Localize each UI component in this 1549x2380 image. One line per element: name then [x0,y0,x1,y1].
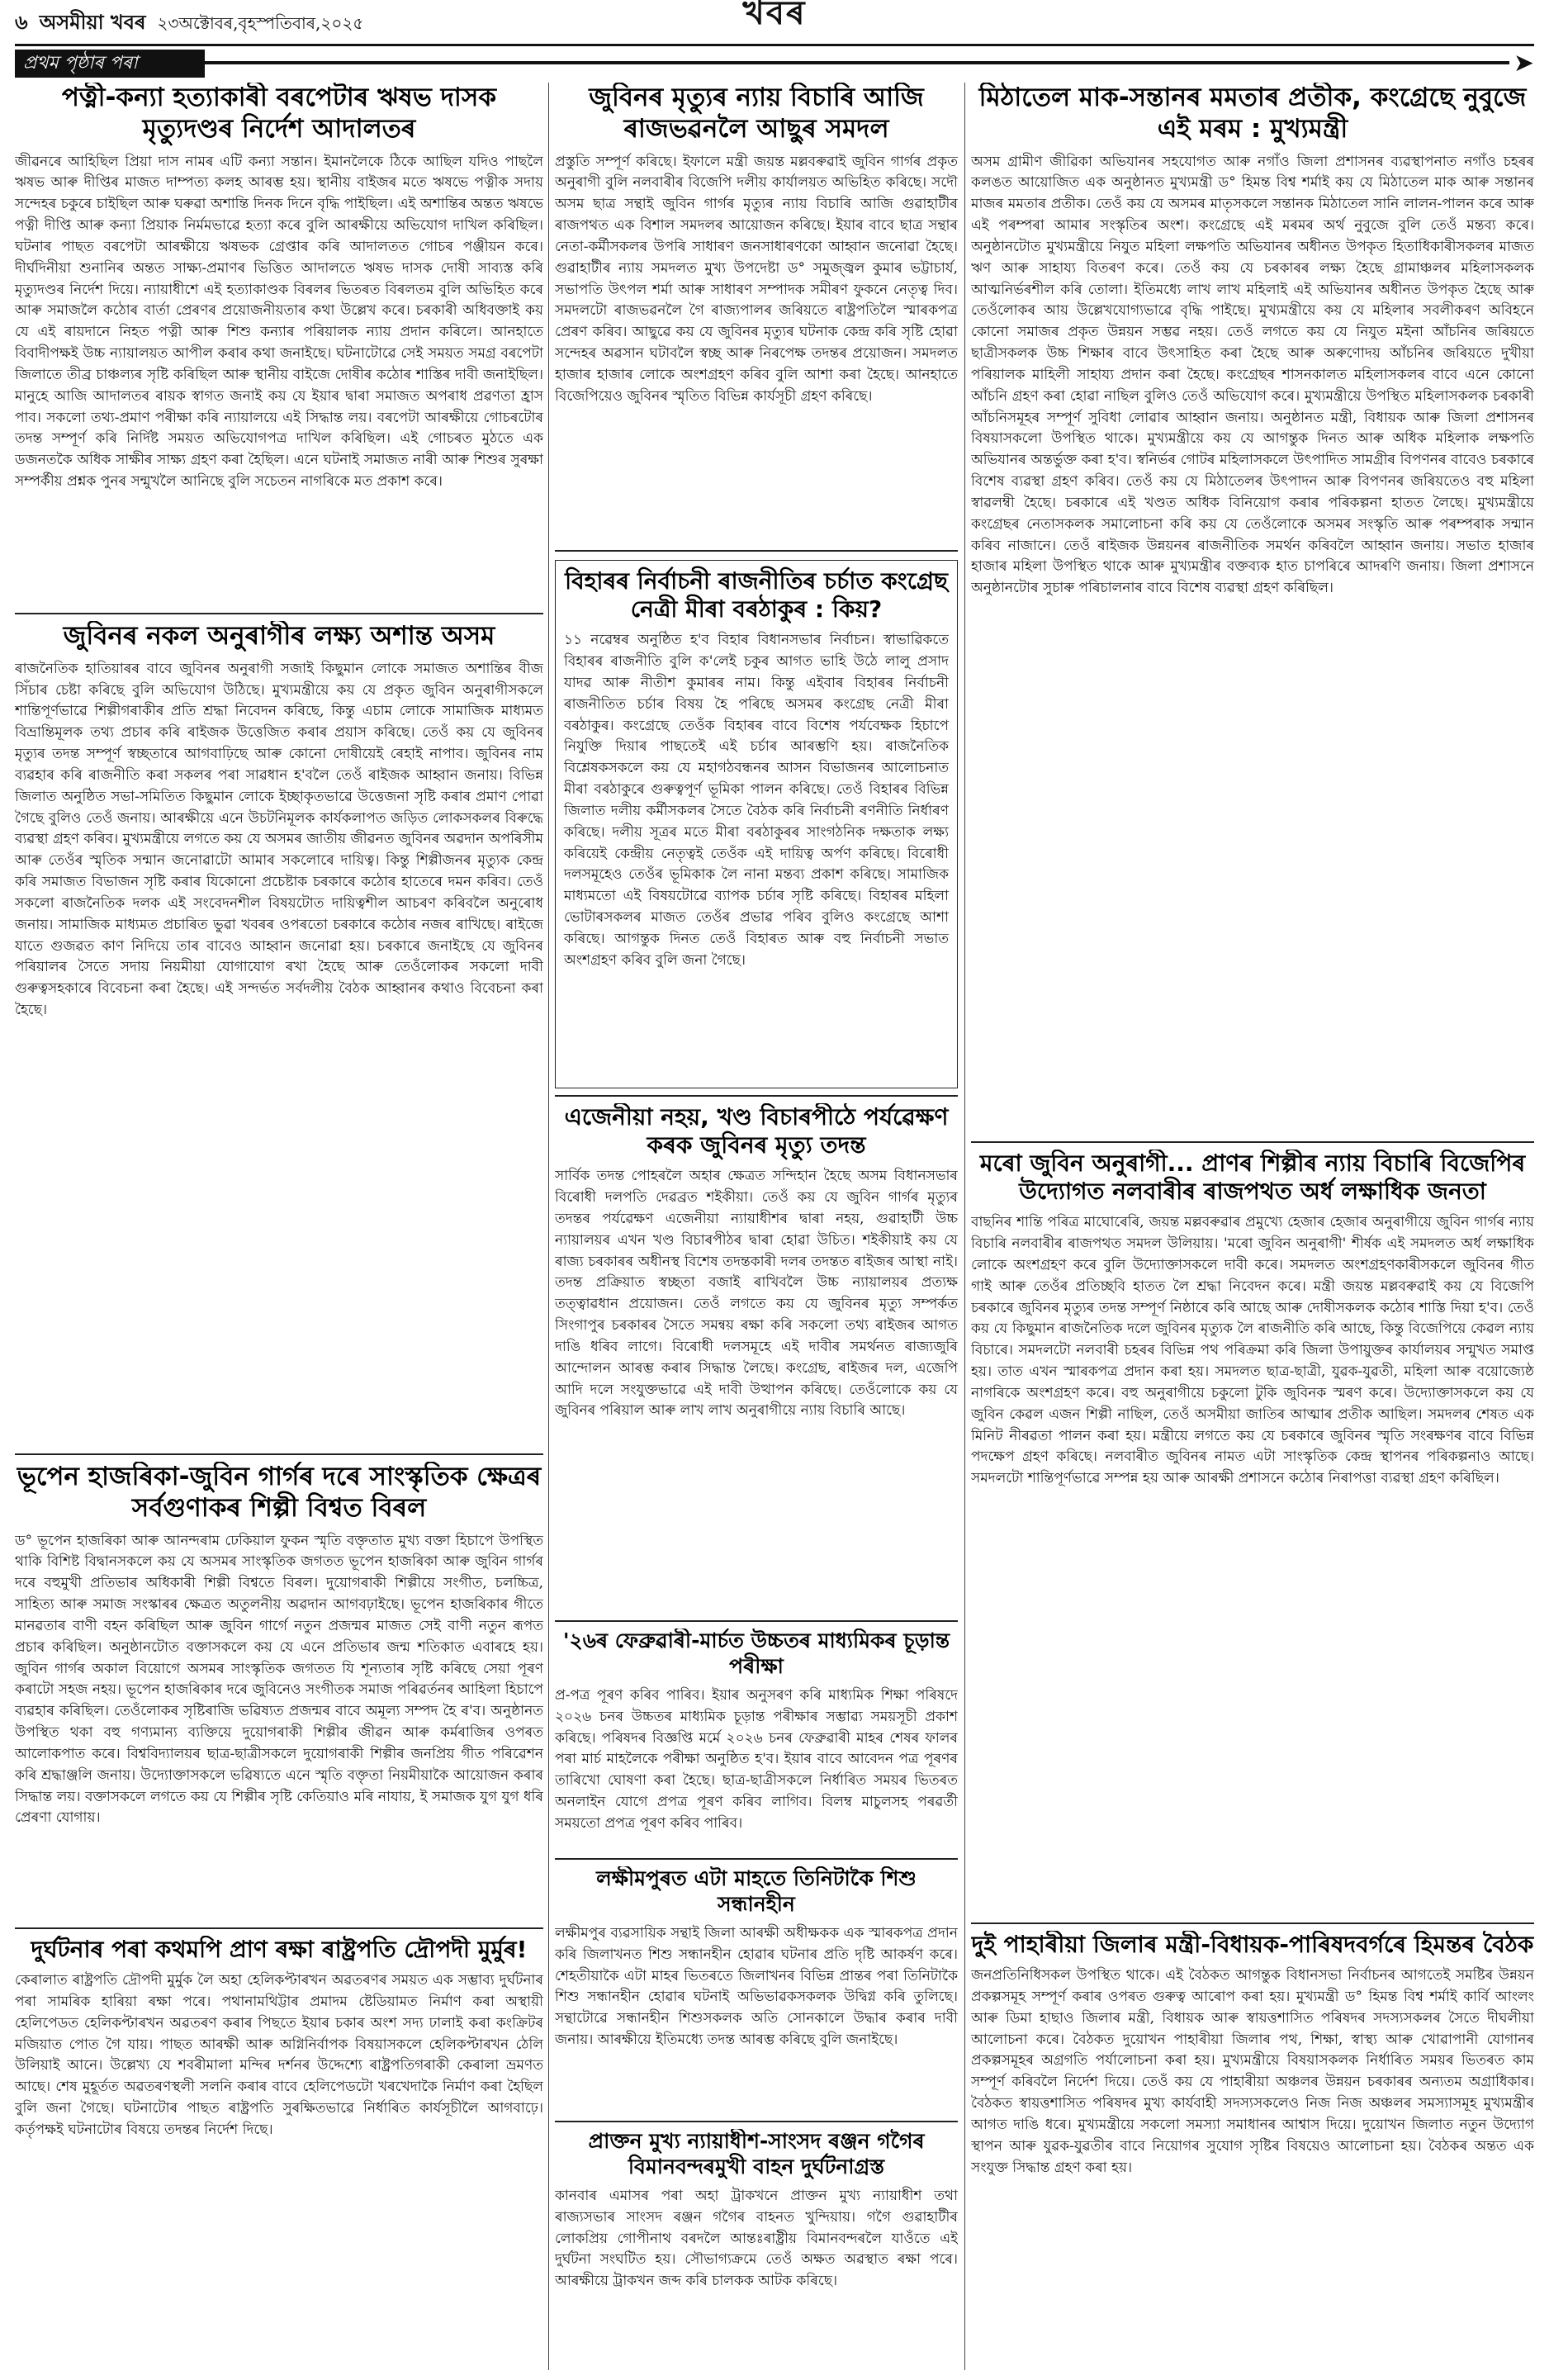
article-separator [15,1927,543,1929]
article-separator [971,1922,1534,1924]
article-separator [971,1141,1534,1143]
headline: প্ৰাক্তন মুখ্য ন্যায়াধীশ-সাংসদ ৰঞ্জন গগৈৰ বিমানবন্দৰমুখী বাহন দুৰ্ঘটনাগ্ৰস্ত [588,2129,925,2179]
arrow-right-icon: ➤ [1513,49,1534,78]
headline: এজেনীয়া নহয়, খণ্ড বিচাৰপীঠে পৰ্যৱেক্ষণ কৰক জুবিনৰ মৃত্যু তদন্ত [564,1103,949,1159]
column-divider [548,83,549,2370]
article-separator [555,1858,958,1860]
article-body: সাৰ্বিক তদন্ত পোহৰলৈ অহাৰ ক্ষেত্ৰত সন্দিহান হৈছে অসম বিধানসভাৰ বিৰোধী দলপতি দেৱব্ৰত শইকীয়া। তেওঁ কয় যে জুবিন গাৰ্গৰ মৃত্যুৰ তদন্তৰ পৰ্যৱেক্ষণ এজেনীয়া ন্যায়াধীশৰ দ্বাৰা নহয়, গুৱাহাটী উচ্চ ন্যায়ালয়ৰ এখন খণ্ড বিচাৰপীঠৰ দ্বাৰা হোৱা উচিত। শইকীয়াই কয় যে ৰাজ্য চৰকাৰৰ অধীনস্থ বিশেষ তদন্তকাৰী দলৰ তদন্তত ৰাইজৰ আস্থা নাই। তদন্ত প্ৰক্ৰিয়াত স্বচ্ছতা বজাই ৰাখিবলৈ উচ্চ ন্যায়ালয়ৰ প্ৰত্যক্ষ তত্ত্বাৱধান প্ৰয়োজন। তেওঁ লগতে কয় যে জুবিনৰ মৃত্যু সম্পৰ্কত সিংগাপুৰ চৰকাৰৰ সৈতে সমন্বয় ৰক্ষা কৰি সকলো তথ্য ৰাইজৰ আগত দাঙি ধৰিব লাগে। বিৰোধী দলসমূহে এই দাবীৰ সমৰ্থনত ৰাজ্যজুৰি আন্দোলন আৰম্ভ কৰাৰ সিদ্ধান্ত লৈছে। কংগ্ৰেছ, ৰাইজৰ দল, এজেপি আদি দলে সংযুক্তভাৱে এই দাবী উত্থাপন কৰিছে। তেওঁলোকে কয় যে জুবিনৰ পৰিয়াল আৰু লাখ লাখ অনুৰাগীয়ে ন্যায় বিচাৰি আছে। [555,1168,958,1420]
article-hill-districts-meeting [971,1931,1534,2368]
article-separator [555,2121,958,2122]
article-separator [555,1620,958,1622]
headline: ভূপেন হাজৰিকা-জুবিন গাৰ্গৰ দৰে সাংস্কৃতিক ক্ষেত্ৰৰ সৰ্বগুণাকৰ শিল্পী বিশ্বত বিৰল [17,1462,542,1523]
article-mustard-oil-cm [971,83,1534,1136]
article-hs-exam [555,1629,958,1853]
article-separator [15,1453,543,1455]
headline: দুৰ্ঘটনাৰ পৰা কথমপি প্ৰাণ ৰক্ষা ৰাষ্ট্ৰপতি দ্ৰৌপদী মুৰ্মুৰ! [31,1936,528,1963]
article-body: ড° ভূপেন হাজৰিকা আৰু আনন্দৰাম ঢেকিয়াল ফুকন স্মৃতি বক্তৃতাত মুখ্য বক্তা হিচাপে উপস্থিত থাকি বিশিষ্ট বিদ্বানসকলে কয় যে অসমৰ সাংস্কৃতিক জগতত ভূপেন হাজৰিকা আৰু জুবিন গাৰ্গৰ দৰে বহুমুখী প্ৰতিভাৰ অধিকাৰী শিল্পী বিশ্বতে বিৰল। দুয়োগৰাকী শিল্পীয়ে সংগীত, চলচ্চিত্ৰ, সাহিত্য আৰু সমাজ সংস্কাৰৰ ক্ষেত্ৰত অতুলনীয় অৱদান আগবঢ়াইছে। ভূপেন হাজৰিকাৰ গীতে মানৱতাৰ বাণী বহন কৰিছিল আৰু জুবিন গাৰ্গে নতুন প্ৰজন্মৰ মাজত সেই বাণী নতুন ৰূপত প্ৰচাৰ কৰিছিল। অনুষ্ঠানটোত বক্তাসকলে কয় যে এনে প্ৰতিভাৰ জন্ম শতিকাত এবাৰহে হয়। জুবিন গাৰ্গৰ অকাল বিয়োগে অসমৰ সাংস্কৃতিক জগতত যি শূন্যতাৰ সৃষ্টি কৰিছে সেয়া পূৰণ কৰাটো সহজ নহয়। ভূপেন হাজৰিকাৰ দৰে জুবিনেও সংগীতক সমাজ পৰিৱৰ্তনৰ আহিলা হিচাপে ব্যৱহাৰ কৰিছিল। তেওঁলোকৰ সৃষ্টিৰাজি ভৱিষ্যত প্ৰজন্মৰ বাবে অমূল্য সম্পদ হৈ ৰ'ব। অনুষ্ঠানত উপস্থিত থকা বহু গণ্যমান্য ব্যক্তিয়ে দুয়োগৰাকী শিল্পীৰ জীৱন আৰু কৰ্মৰাজিৰ ওপৰত আলোকপাত কৰে। বিশ্ববিদ্যালয়ৰ ছাত্ৰ-ছাত্ৰীসকলে দুয়োগৰাকী শিল্পীৰ জনপ্ৰিয় গীত পৰিৱেশন কৰি শ্ৰদ্ধাঞ্জলি জনায়। উদ্যোক্তাসকলে ভৱিষ্যতে এনে স্মৃতি বক্তৃতা নিয়মীয়াকৈ আয়োজন কৰাৰ সিদ্ধান্ত লয়। বক্তাসকলে লগতে কয় যে শিল্পীৰ সৃষ্টি কেতিয়াও মৰি নাযায়, ই সমাজক যুগ যুগ ধৰি প্ৰেৰণা যোগায়। [15,1532,543,1827]
article-body: কানবাৰ এমাসৰ পৰা অহা ট্ৰাকখনে প্ৰাক্তন মুখ্য ন্যায়াধীশ তথা ৰাজ্যসভাৰ সাংসদ ৰঞ্জন গগৈৰ বাহনত খুন্দিয়ায়। গগৈ গুৱাহাটীৰ লোকপ্ৰিয় গোপীনাথ বৰদলৈ আন্তঃৰাষ্ট্ৰীয় বিমানবন্দৰলৈ যাওঁতে এই দুৰ্ঘটনা সংঘটিত হয়। সৌভাগ্যক্ৰমে তেওঁ অক্ষত অৱস্থাত ৰক্ষা পৰে। আৰক্ষীয়ে ট্ৰাকখন জব্দ কৰি চালকক আটক কৰিছে। [555,2188,958,2290]
article-separator [555,1095,958,1097]
masthead [15,0,1534,46]
section-title: খবৰ [742,0,807,32]
headline: বিহাৰৰ নিৰ্বাচনী ৰাজনীতিৰ চৰ্চাত কংগ্ৰেছ নেত্ৰী মীৰা বৰঠাকুৰ : কিয়? [565,567,948,623]
article-body: ১১ নৱেম্বৰ অনুষ্ঠিত হ'ব বিহাৰ বিধানসভাৰ নিৰ্বাচন। স্বাভাৱিকতে বিহাৰৰ ৰাজনীতি বুলি ক'লেই চকুৰ আগত ভাহি উঠে লালু প্ৰসাদ যাদৱ আৰু নীতীশ কুমাৰৰ নাম। কিন্তু এইবাৰ বিহাৰৰ নিৰ্বাচনী ৰাজনীতিত চৰ্চাৰ বিষয় হৈ পৰিছে অসমৰ কংগ্ৰেছ নেত্ৰী মীৰা বৰঠাকুৰ। কংগ্ৰেছে তেওঁক বিহাৰৰ বাবে বিশেষ পৰ্যবেক্ষক হিচাপে নিযুক্তি দিয়াৰ পাছতেই এই চৰ্চাৰ আৰম্ভণি হয়। ৰাজনৈতিক বিশ্লেষকসকলে কয় যে মহাগঠবন্ধনৰ আসন বিভাজনৰ আলোচনাত মীৰা বৰঠাকুৰে গুৰুত্বপূৰ্ণ ভূমিকা পালন কৰিছে। তেওঁ বিহাৰৰ বিভিন্ন জিলাত দলীয় কৰ্মীসকলৰ সৈতে বৈঠক কৰি নিৰ্বাচনী ৰণনীতি নিৰ্ধাৰণ কৰিছে। দলীয় সূত্ৰৰ মতে মীৰা বৰঠাকুৰৰ সাংগঠনিক দক্ষতাক লক্ষ্য কৰিয়েই কেন্দ্ৰীয় নেতৃত্বই তেওঁক এই দায়িত্ব অৰ্পণ কৰিছে। বিৰোধী দলসমূহেও তেওঁৰ ভূমিকাক লৈ নানা মন্তব্য প্ৰকাশ কৰিছে। সামাজিক মাধ্যমতো এই বিষয়টোৱে ব্যাপক চৰ্চাৰ সৃষ্টি কৰিছে। বিহাৰৰ মহিলা ভোটাৰসকলৰ মাজত তেওঁৰ প্ৰভাৱ পৰিব বুলিও কংগ্ৰেছে আশা কৰিছে। আগন্তুক দিনত তেওঁ বিহাৰত আৰু বহু নিৰ্বাচনী সভাত অংশগ্ৰহণ কৰিব বুলি জনা গৈছে। [564,632,949,969]
continuation-strip [15,50,1534,78]
article-body: কেৰালাত ৰাষ্ট্ৰপতি দ্ৰৌপদী মুৰ্মুক লৈ অহা হেলিকপ্টাৰখন অৱতৰণৰ সময়ত এক সম্ভাব্য দুৰ্ঘটনাৰ পৰা সামৰিক হাৰিয়া ৰক্ষা পৰে। পথানামথিট্টাৰ প্ৰমাদম ষ্টেডিয়ামত নিৰ্মাণ কৰা অস্থায়ী হেলিপেডত হেলিকপ্টাৰখন অৱতৰণ কৰাৰ পিছতে ইয়াৰ চকাৰ অংশ সদ্য ঢালাই কৰা কংক্ৰিটৰ মজিয়াত পোত গৈ যায়। পাছত আৰক্ষী আৰু অগ্নিনিৰ্বাপক বিষয়াসকলে হেলিকপ্টাৰখন ঠেলি উলিয়াই আনে। উল্লেখ্য যে শবৰীমালা মন্দিৰ দৰ্শনৰ উদ্দেশ্যে ৰাষ্ট্ৰপতিগৰাকী কেৰালা ভ্ৰমণত আছে। শেষ মুহূৰ্তত অৱতৰণস্থলী সলনি কৰাৰ বাবে হেলিপেডটো খৰখেদাকৈ নিৰ্মাণ কৰা হৈছিল বুলি জনা গৈছে। ঘটনাটোৰ পাছত ৰাষ্ট্ৰপতি সুৰক্ষিতভাৱে নিৰ্ধাৰিত কাৰ্যসূচীলৈ আগবাঢ়ে। কৰ্তৃপক্ষই ঘটনাটোৰ বিষয়ে তদন্তৰ নিৰ্দেশ দিছে। [15,1972,543,2138]
article-body: বাছনিৰ শান্তি পৰিত্ৰ মাঘোৰেৰি, জয়ন্ত মল্লবৰুৱাৰ প্ৰমুখ্যে হেজাৰ হেজাৰ অনুৰাগীয়ে জুবিন গাৰ্গৰ ন্যায় বিচাৰি নলবাৰীৰ ৰাজপথত সমদল উলিয়ায়। 'মৰো জুবিন অনুৰাগী' শীৰ্ষক এই সমদলত অৰ্ধ লক্ষাধিক লোকে অংশগ্ৰহণ কৰে বুলি উদ্যোক্তাসকলে দাবী কৰে। সমদলত অংশগ্ৰহণকাৰীসকলে জুবিনৰ গীত গাই আৰু তেওঁৰ প্ৰতিচ্ছবি হাতত লৈ শ্ৰদ্ধা নিবেদন কৰে। মন্ত্ৰী জয়ন্ত মল্লবৰুৱাই কয় যে বিজেপি চৰকাৰে জুবিনৰ মৃত্যুৰ তদন্ত সম্পূৰ্ণ নিষ্ঠাৰে কৰি আছে আৰু দোষীসকলক কঠোৰ শাস্তি দিয়া হ'ব। তেওঁ কয় যে কিছুমান ৰাজনৈতিক দলে জুবিনৰ মৃত্যুক লৈ ৰাজনীতি কৰি আছে, কিন্তু বিজেপিয়ে কেৱল ন্যায় বিচাৰে। সমদলটো নলবাৰী চহৰৰ বিভিন্ন পথ পৰিক্ৰমা কৰি জিলা উপায়ুক্তৰ কাৰ্যালয়ৰ সন্মুখত সমাপ্ত হয়। তাত এখন স্মাৰকপত্ৰ প্ৰদান কৰা হয়। সমদলত ছাত্ৰ-ছাত্ৰী, যুৱক-যুৱতী, মহিলা আৰু বয়োজ্যেষ্ঠ নাগৰিকে অংশগ্ৰহণ কৰে। বহু অনুৰাগীয়ে চকুলো টুকি জুবিনক স্মৰণ কৰে। উদ্যোক্তাসকলে কয় যে জুবিন কেৱল এজন শিল্পী নাছিল, তেওঁ অসমীয়া জাতিৰ আত্মাৰ প্ৰতীক আছিল। সমদলৰ শেষত এক মিনিট নীৰৱতা পালন কৰা হয়। মন্ত্ৰীয়ে লগতে কয় যে চৰকাৰে জুবিনৰ স্মৃতি সংৰক্ষণৰ বাবে বিভিন্ন পদক্ষেপ গ্ৰহণ কৰিছে। নলবাৰীত জুবিনৰ নামত এটা সাংস্কৃতিক কেন্দ্ৰ স্থাপনৰ পৰিকল্পনাও আছে। সমদলটো শান্তিপূৰ্ণভাৱে সম্পন্ন হয় আৰু আৰক্ষী প্ৰশাসনে কঠোৰ নিৰাপত্তা ব্যৱস্থা গ্ৰহণ কৰিছিল। [971,1214,1534,1487]
article-body: অসম গ্ৰামীণ জীৱিকা অভিযানৰ সহযোগত আৰু নগাঁও জিলা প্ৰশাসনৰ ব্যৱস্থাপনাত নগাঁও চহৰৰ কলঙত আয়োজিত এক অনুষ্ঠানত মুখ্যমন্ত্ৰী ড° হিমন্ত বিশ্ব শৰ্মাই কয় যে মিঠাতেল মাক আৰু সন্তানৰ মাজৰ মমতাৰ প্ৰতীক। তেওঁ কয় যে অসমৰ মাতৃসকলে সন্তানক মিঠাতেল সানি লালন-পালন কৰে আৰু এই পৰম্পৰা আমাৰ সংস্কৃতিৰ অংশ। কংগ্ৰেছে এই মৰমৰ অৰ্থ নুবুজে বুলি তেওঁ মন্তব্য কৰে। অনুষ্ঠানটোত মুখ্যমন্ত্ৰীয়ে নিযুত মহিলা লক্ষপতি অভিযানৰ অধীনত উপকৃত হিতাধিকাৰীসকলৰ মাজত ঋণ আৰু সাহায্য বিতৰণ কৰে। তেওঁ কয় যে চৰকাৰৰ লক্ষ্য হৈছে গ্ৰামাঞ্চলৰ মহিলাসকলক আত্মনিৰ্ভৰশীল কৰি তোলা। ইতিমধ্যে লাখ লাখ মহিলাই এই অভিযানৰ অধীনত উপকৃত হৈছে আৰু তেওঁলোকৰ আয় উল্লেখযোগ্যভাৱে বৃদ্ধি পাইছে। মুখ্যমন্ত্ৰীয়ে কয় যে মহিলাৰ সবলীকৰণ অবিহনে কোনো সমাজৰ প্ৰকৃত উন্নয়ন সম্ভৱ নহয়। তেওঁ লগতে কয় যে নিযুত মইনা আঁচনিৰ জৰিয়তে ছাত্ৰীসকলক উচ্চ শিক্ষাৰ বাবে উৎসাহিত কৰা হৈছে আৰু অৰুণোদয় আঁচনিৰ জৰিয়তে দুখীয়া পৰিয়ালক মাহিলী সাহায্য প্ৰদান কৰা হৈছে। কংগ্ৰেছৰ শাসনকালত মহিলাসকলৰ বাবে এনে কোনো আঁচনি গ্ৰহণ কৰা হোৱা নাছিল বুলিও তেওঁ অভিযোগ কৰে। মুখ্যমন্ত্ৰীয়ে উপস্থিত মহিলাসকলক চৰকাৰী আঁচনিসমূহৰ সম্পূৰ্ণ সুবিধা লোৱাৰ আহ্বান জনায়। অনুষ্ঠানত মন্ত্ৰী, বিধায়ক আৰু জিলা প্ৰশাসনৰ বিষয়াসকলো উপস্থিত থাকে। মুখ্যমন্ত্ৰীয়ে কয় যে আগন্তুক দিনত আৰু অধিক মহিলাক লক্ষপতি অভিযানৰ অন্তৰ্ভুক্ত কৰা হ'ব। স্বনিৰ্ভৰ গোটৰ মহিলাসকলে উৎপাদিত সামগ্ৰীৰ বিপণনৰ বাবেও চৰকাৰে বিশেষ ব্যৱস্থা গ্ৰহণ কৰিব। তেওঁ কয় যে মিঠাতেলৰ উৎপাদন আৰু বিপণনৰ জৰিয়তেও বহু মহিলা স্বাৱলম্বী হৈছে। চৰকাৰে এই খণ্ডত অধিক বিনিয়োগ কৰাৰ পৰিকল্পনা হাতত লৈছে। মুখ্যমন্ত্ৰীয়ে কংগ্ৰেছৰ নেতাসকলক সমালোচনা কৰি কয় যে তেওঁলোকে অসমৰ সংস্কৃতি আৰু পৰম্পৰাক সন্মান কৰিব নাজানে। তেওঁ ৰাইজক উন্নয়নৰ ৰাজনীতিক সমৰ্থন কৰিবলৈ আহ্বান জনায়। সভাত হাজাৰ হাজাৰ মহিলা উপস্থিত থাকে আৰু মুখ্যমন্ত্ৰীৰ বক্তব্যক হাত চাপৰিৰে আদৰণি জনায়। জিলা প্ৰশাসনে অনুষ্ঠানটোৰ সুচাৰু পৰিচালনাৰ বাবে বিশেষ ব্যৱস্থা গ্ৰহণ কৰিছিল। [971,153,1534,597]
article-body: জনপ্ৰতিনিধিসকল উপস্থিত থাকে। এই বৈঠকত আগন্তুক বিধানসভা নিৰ্বাচনৰ আগতেই সমষ্টিৰ উন্নয়ন প্ৰকল্পসমূহ সম্পূৰ্ণ কৰাৰ ওপৰত গুৰুত্ব আৰোপ কৰা হয়। মুখ্যমন্ত্ৰী ড° হিমন্ত বিশ্ব শৰ্মাই কাৰ্বি আংলং আৰু ডিমা হাছাও জিলাৰ মন্ত্ৰী, বিধায়ক আৰু স্বায়ত্তশাসিত পৰিষদৰ সদস্যসকলৰ সৈতে দীঘলীয়া আলোচনা কৰে। বৈঠকত দুয়োখন পাহাৰীয়া জিলাৰ পথ, শিক্ষা, স্বাস্থ্য আৰু খোৱাপানী যোগানৰ প্ৰকল্পসমূহৰ অগ্ৰগতি পৰ্যালোচনা কৰা হয়। মুখ্যমন্ত্ৰীয়ে বিষয়াসকলক নিৰ্ধাৰিত সময়ৰ ভিতৰত কাম সম্পূৰ্ণ কৰিবলৈ নিৰ্দেশ দিয়ে। তেওঁ কয় যে পাহাৰীয়া অঞ্চলৰ উন্নয়ন চৰকাৰৰ অন্যতম অগ্ৰাধিকাৰ। বৈঠকত স্বায়ত্তশাসিত পৰিষদৰ মুখ্য কাৰ্যবাহী সদস্যসকলেও নিজ নিজ অঞ্চলৰ সমস্যাসমূহ মুখ্যমন্ত্ৰীৰ আগত দাঙি ধৰে। মুখ্যমন্ত্ৰীয়ে সকলো সমস্যা সমাধানৰ আশ্বাস দিয়ে। দুয়োখন জিলাত নতুন উদ্যোগ স্থাপন আৰু যুৱক-যুৱতীৰ বাবে নিয়োগৰ সুযোগ সৃষ্টিৰ বিষয়েও আলোচনা হয়। বৈঠকৰ অন্তত এক সংযুক্ত সিদ্ধান্ত গ্ৰহণ কৰা হয়। [971,1967,1534,2176]
article-body: প্ৰস্তুতি সম্পূৰ্ণ কৰিছে। ইফালে মন্ত্ৰী জয়ন্ত মল্লবৰুৱাই জুবিন গাৰ্গৰ প্ৰকৃত অনুৰাগী বুলি নলবাৰীৰ বিজেপি দলীয় কাৰ্যালয়ত অভিহিত কৰিছে। সদৌ অসম ছাত্ৰ সন্থাই জুবিন গাৰ্গৰ মৃত্যুৰ ন্যায় বিচাৰি আজি গুৱাহাটীৰ ৰাজপথত এক বিশাল সমদলৰ আয়োজন কৰিছে। ইয়াৰ বাবে ছাত্ৰ সন্থাৰ নেতা-কৰ্মীসকলৰ উপৰি সাধাৰণ জনসাধাৰণকো আহ্বান জনোৱা হৈছে। গুৱাহাটীৰ ন্যায় সমদলত মুখ্য উপদেষ্টা ড° সমুজ্জ্বল কুমাৰ ভট্টাচাৰ্য, সভাপতি উৎপল শৰ্মা আৰু সাধাৰণ সম্পাদক সমীৰণ ফুকনে নেতৃত্ব দিব। সমদলটো ৰাজভৱনলৈ গৈ ৰাজ্যপালৰ জৰিয়তে ৰাষ্ট্ৰপতিলৈ স্মাৰকপত্ৰ প্ৰেৰণ কৰিব। আছুৱে কয় যে জুবিনৰ মৃত্যুৰ ঘটনাক কেন্দ্ৰ কৰি সৃষ্টি হোৱা সন্দেহৰ অৱসান ঘটাবলৈ স্বচ্ছ আৰু নিৰপেক্ষ তদন্তৰ প্ৰয়োজন। সমদলত হাজাৰ হাজাৰ লোকে অংশগ্ৰহণ কৰিব বুলি আশা কৰা হৈছে। আনহাতে বিজেপিয়েও জুবিনৰ স্মৃতিত বিভিন্ন কাৰ্যসূচী গ্ৰহণ কৰিছে। [555,153,958,405]
article-fake-fans [15,621,543,1448]
article-body: প্ৰ-পত্ৰ পূৰণ কৰিব পাৰিব। ইয়াৰ অনুসৰণ কৰি মাধ্যমিক শিক্ষা পৰিষদে ২০২৬ চনৰ উচ্চতৰ মাধ্যমিক চূড়ান্ত পৰীক্ষাৰ সম্ভাৱ্য সময়সূচী প্ৰকাশ কৰিছে। পৰিষদৰ বিজ্ঞপ্তি মৰ্মে ২০২৬ চনৰ ফেব্ৰুৱাৰী মাহৰ শেষৰ ফালৰ পৰা মাৰ্চ মাহলৈকে পৰীক্ষা অনুষ্ঠিত হ'ব। ইয়াৰ বাবে আবেদন পত্ৰ পূৰণৰ তাৰিখো ঘোষণা কৰা হৈছে। ছাত্ৰ-ছাত্ৰীসকলে নিৰ্ধাৰিত সময়ৰ ভিতৰত অনলাইন যোগে প্ৰপত্ৰ পূৰণ কৰিব লাগিব। বিলম্ব মাচুলসহ পৰৱৰ্তী সময়তো প্ৰপত্ৰ পূৰণ কৰিব পাৰিব। [555,1687,958,1832]
column-divider [964,83,965,2370]
article-bihar-mira [555,560,958,1088]
article-body: লক্ষীমপুৰ ব্যৱসায়িক সন্থাই জিলা আৰক্ষী অধীক্ষকক এক স্মাৰকপত্ৰ প্ৰদান কৰি জিলাখনত শিশু সন্ধানহীন হোৱাৰ ঘটনাৰ প্ৰতি দৃষ্টি আকৰ্ষণ কৰে। শেহতীয়াকৈ এটা মাহৰ ভিতৰতে জিলাখনৰ বিভিন্ন প্ৰান্তৰ পৰা তিনিটাকৈ শিশু সন্ধানহীন হোৱাৰ ঘটনাই অভিভাৱকসকলক উদ্বিগ্ন কৰি তুলিছে। সন্থাটোৱে সন্ধানহীন শিশুসকলক অতি সোনকালে উদ্ধাৰ কৰাৰ দাবী জনায়। আৰক্ষীয়ে ইতিমধ্যে তদন্ত আৰম্ভ কৰিছে বুলি জনাইছে। [555,1925,958,2049]
issue-date: ২৩অক্টোবৰ,বৃহস্পতিবাৰ,২০২৫ [157,13,364,33]
headline: জুবিনৰ মৃত্যুৰ ন্যায় বিচাৰি আজি ৰাজভৱনলৈ আছুৰ সমদল [589,83,924,144]
article-president-helicopter [15,1936,543,2368]
headline: '২৬ৰ ফেব্ৰুৱাৰী-মাৰ্চত উচ্চতৰ মাধ্যমিকৰ চূড়ান্ত পৰীক্ষা [562,1629,950,1678]
article-bench-probe [555,1103,958,1615]
article-aasu-rally [555,83,958,545]
headline: মৰো জুবিন অনুৰাগী... প্ৰাণৰ শিল্পীৰ ন্যায় বিচাৰি বিজেপিৰ উদ্যোগত নলবাৰীৰ ৰাজপথত অৰ্ধ লক্ষাধিক জনতা [979,1150,1526,1206]
article-separator [555,550,958,552]
article-ranjan-gogoi [555,2129,958,2368]
paper-name: অসমীয়া খবৰ [39,10,146,34]
continuation-label: প্ৰথম পৃষ্ঠাৰ পৰা [15,50,205,78]
article-bhupen-zubeen [15,1462,543,1922]
headline: পত্নী-কন্যা হত্যাকাৰী বৰপেটাৰ ঋষভ দাসক মৃত্যুদণ্ডৰ নিৰ্দেশ আদালতৰ [61,83,497,144]
headline: লক্ষীমপুৰত এটা মাহতে তিনিটাকৈ শিশু সন্ধানহীন [596,1866,917,1916]
article-separator [15,613,543,614]
strip-rule [205,61,1509,64]
headline: দুই পাহাৰীয়া জিলাৰ মন্ত্ৰী-বিধায়ক-পাৰিষদবৰ্গৰে হিমন্তৰ বৈঠক [971,1931,1534,1958]
article-body: জীৱনৰে আহিছিল প্ৰিয়া দাস নামৰ এটি কন্যা সন্তান। ইমানলৈকে ঠিকে আছিল যদিও পাছলৈ ঋষভ আৰু দীপ্তিৰ মাজত দাম্পত্য কলহ আৰম্ভ হয়। স্থানীয় বাইজৰ মতে ঋষভে পত্নীক সদায় সন্দেহৰ চকুৰে চাইছিল আৰু ঘৰুৱা অশান্তি দিনক দিনে বৃদ্ধি পাইছিল। এই অশান্তিৰ অন্তত ঋষভে পত্নী দীপ্তি আৰু কন্যা প্ৰিয়াক নিৰ্মমভাৱে হত্যা কৰে বুলি আৰক্ষীয়ে অভিযোগ দাখিল কৰিছিল। ঘটনাৰ পাছত বৰপেটা আৰক্ষীয়ে ঋষভক গ্ৰেপ্তাৰ কৰি আদালতত গোচৰ পঞ্জীয়ন কৰে। দীৰ্ঘদিনীয়া শুনানিৰ অন্তত সাক্ষ্য-প্ৰমাণৰ ভিত্তিত আদালতে ঋষভ দাসক দোষী সাব্যস্ত কৰি মৃত্যুদণ্ডৰ নিৰ্দেশ দিয়ে। ন্যায়াধীশে এই হত্যাকাণ্ডক বিৰলৰ ভিতৰত বিৰলতম বুলি অভিহিত কৰে আৰু সমাজলৈ কঠোৰ বাৰ্তা প্ৰেৰণৰ প্ৰয়োজনীয়তাৰ কথা উল্লেখ কৰে। চৰকাৰী অধিবক্তাই কয় যে এই ৰায়দানে নিহত পত্নী আৰু শিশু কন্যাৰ পৰিয়ালক ন্যায় প্ৰদান কৰিলে। আনহাতে বিবাদীপক্ষই উচ্চ ন্যায়ালয়ত আপীল কৰাৰ কথা জনাইছে। ঘটনাটোৱে সেই সময়ত সমগ্ৰ বৰপেটা জিলাতে তীব্ৰ চাঞ্চল্যৰ সৃষ্টি কৰিছিল আৰু স্থানীয় বাইজে দোষীৰ কঠোৰ শাস্তিৰ দাবী জনাইছিল। মানুহে আজি আদালতৰ ৰায়ক স্বাগত জনাই কয় যে ইয়াৰ দ্বাৰা সমাজত অপৰাধ প্ৰৱণতা হ্ৰাস পাব। সকলো তথ্য-প্ৰমাণ পৰীক্ষা কৰি ন্যায়ালয়ে এই সিদ্ধান্ত লয়। বৰপেটা আৰক্ষীয়ে গোচৰটোৰ তদন্ত সম্পূৰ্ণ কৰি নিৰ্দিষ্ট সময়ত অভিযোগপত্ৰ দাখিল কৰিছিল। এই গোচৰত মুঠতে এক ডজনতকৈ অধিক সাক্ষীৰ সাক্ষ্য গ্ৰহণ কৰা হৈছিল। এনে ঘটনাই সমাজত নাৰী আৰু শিশুৰ সুৰক্ষা সম্পৰ্কীয় প্ৰশ্নক পুনৰ সন্মুখলৈ আনিছে বুলি সচেতন নাগৰিকে মত প্ৰকাশ কৰে। [15,153,543,491]
headline: মিঠাতেল মাক-সন্তানৰ মমতাৰ প্ৰতীক, কংগ্ৰেছে নুবুজে এই মৰম : মুখ্যমন্ত্ৰী [978,83,1527,144]
article-body: ৰাজনৈতিক হাতিয়াৰৰ বাবে জুবিনৰ অনুৰাগী সজাই কিছুমান লোকে সমাজত অশান্তিৰ বীজ সিঁচাৰ চেষ্টা কৰিছে বুলি অভিযোগ উঠিছে। মুখ্যমন্ত্ৰীয়ে কয় যে প্ৰকৃত জুবিন অনুৰাগীসকলে শান্তিপূৰ্ণভাৱে শিল্পীগৰাকীৰ প্ৰতি শ্ৰদ্ধা নিবেদন কৰিছে, কিন্তু এচাম লোকে সামাজিক মাধ্যমত বিভ্ৰান্তিমূলক তথ্য প্ৰচাৰ কৰি ৰাইজক উত্তেজিত কৰাৰ প্ৰয়াস কৰিছে। তেওঁ কয় যে জুবিনৰ মৃত্যুৰ তদন্ত সম্পূৰ্ণ স্বচ্ছতাৰে আগবাঢ়িছে আৰু কোনো দোষীয়েই ৰেহাই নাপাব। জুবিনৰ নাম ব্যৱহাৰ কৰি ৰাজনীতি কৰা সকলৰ পৰা সাৱধান হ'বলৈ তেওঁ ৰাইজক আহ্বান জনায়। বিভিন্ন জিলাত অনুষ্ঠিত সভা-সমিতিত কিছুমান লোকে ইচ্ছাকৃতভাৱে উত্তেজনা সৃষ্টি কৰাৰ প্ৰমাণ পোৱা গৈছে বুলিও তেওঁ জনায়। আৰক্ষীয়ে এনে উচটনিমূলক কাৰ্যকলাপত জড়িত লোকসকলৰ বিৰুদ্ধে ব্যৱস্থা গ্ৰহণ কৰিব। মুখ্যমন্ত্ৰীয়ে লগতে কয় যে অসমৰ জাতীয় জীৱনত জুবিনৰ অৱদান অপৰিসীম আৰু তেওঁৰ স্মৃতিক সন্মান জনোৱাটো আমাৰ সকলোৰে দায়িত্ব। কিন্তু শিল্পীজনৰ মৃত্যুক কেন্দ্ৰ কৰি সমাজত বিভাজন সৃষ্টি কৰাৰ যিকোনো প্ৰচেষ্টাক চৰকাৰে কঠোৰ হাতেৰে দমন কৰিব। তেওঁ সকলো ৰাজনৈতিক দলক এই সংবেদনশীল বিষয়টোত দায়িত্বশীল আচৰণ কৰিবলৈ অনুৰোধ জনায়। সামাজিক মাধ্যমত প্ৰচাৰিত ভুৱা খবৰৰ ওপৰতো চৰকাৰে কঠোৰ নজৰ ৰাখিছে। ৰাইজে যাতে গুজৱত কাণ নিদিয়ে তাৰ বাবেও আহ্বান জনোৱা হয়। চৰকাৰে জনাইছে যে জুবিনৰ পৰিয়ালৰ সৈতে সদায় নিয়মীয়া যোগাযোগ ৰখা হৈছে আৰু তেওঁলোকৰ সকলো দাবী গুৰুত্বসহকাৰে বিবেচনা কৰা হৈছে। এই সন্দৰ্ভত সৰ্বদলীয় বৈঠক আহ্বানৰ কথাও বিবেচনা কৰা হৈছে। [15,660,543,1019]
article-nalbari-rally [971,1150,1534,1918]
article-missing-children [555,1866,958,2116]
article-death-sentence [15,83,543,608]
headline: জুবিনৰ নকল অনুৰাগীৰ লক্ষ্য অশান্ত অসম [63,621,495,651]
page-number: ৬ [15,10,28,34]
